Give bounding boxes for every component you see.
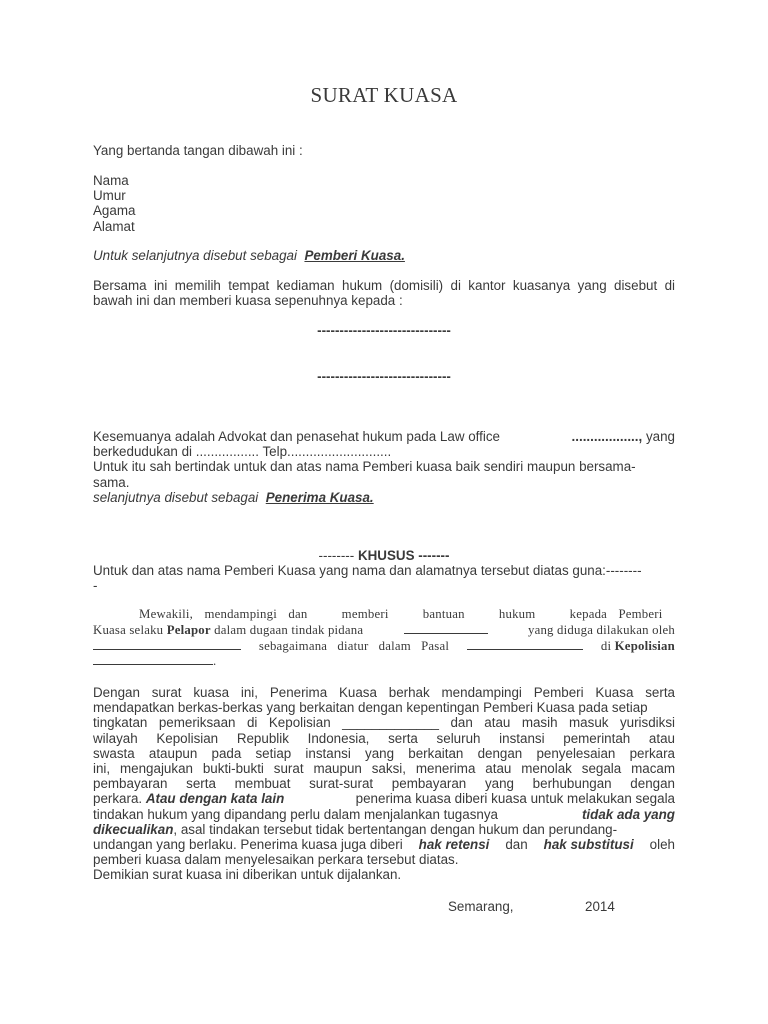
- pasal-blank: [467, 639, 583, 650]
- mewakili-line-4: [93, 654, 675, 670]
- mewakili-line-3: [93, 639, 675, 655]
- dan-text: dan: [505, 837, 528, 853]
- mewakili-line-1: [93, 607, 675, 623]
- signature-year: 2014: [585, 899, 615, 914]
- hak-substitusi: hak substitusi: [543, 837, 634, 853]
- khusus-dash-left: --------: [318, 548, 355, 563]
- untuk-paragraph: [93, 563, 675, 593]
- recipient-placeholder-1: ------------------------------: [317, 323, 451, 338]
- field-umur: Umur: [93, 188, 126, 204]
- dugaan-text: dalam dugaan tindak pidana: [214, 622, 364, 637]
- dikecualikan: dikecualikan: [93, 821, 174, 837]
- di-text: di: [600, 638, 612, 653]
- untuk-line-1: Untuk dan atas nama Pemberi Kuasa yang nama dan alamatnya tersebut diatas guna:--------: [93, 563, 642, 578]
- untuk-line-2: -: [93, 578, 98, 594]
- kuasa-selaku: Kuasa selaku: [93, 622, 164, 637]
- advokat-yang: yang: [645, 429, 675, 444]
- undangan-text: undangan yang berlaku. Penerima kuasa juga diberi: [93, 837, 403, 853]
- body-line-9: [93, 807, 675, 822]
- body-line-6: ini, mengajukan bukti-bukti surat maupun saksi, menerima atau menolak segala macam: [93, 761, 675, 777]
- atau-dengan-kata-lain: Atau dengan kata lain: [145, 791, 285, 807]
- body-line-3: tingkatan pemeriksaan di Kepolisian _____________ dan atau masih masuk yurisdiksi: [93, 715, 675, 731]
- domisili-paragraph: [93, 278, 675, 308]
- signature-place: Semarang,: [448, 899, 514, 914]
- domisili-line-1: Bersama ini memilih tempat kediaman hukum (domisili) di kantor kuasanya yang disebut di: [93, 278, 675, 293]
- khusus-label: KHUSUS: [357, 548, 415, 563]
- tindakan-text: tindakan hukum yang dipandang perlu dalam menjalankan tugasnya: [93, 806, 498, 822]
- advokat-paragraph: [93, 429, 675, 505]
- pelaku-blank: [93, 639, 241, 650]
- penerima-prefix: selanjutnya disebut sebagai: [93, 489, 259, 505]
- body-line-10: [93, 822, 675, 837]
- advokat-line-3: Untuk itu sah bertindak untuk dan atas nama Pemberi kuasa baik sendiri maupun bersama-: [93, 459, 636, 475]
- body-line-7: pembayaran serta membuat surat-surat pembayaran yang berhubungan dengan: [93, 776, 675, 792]
- kewenangan-paragraph: [93, 685, 675, 883]
- body-line-12: pemberi kuasa dalam menyelesaikan perkara tersebut diatas.: [93, 852, 459, 868]
- pelapor-label: Pelapor: [166, 622, 211, 637]
- advokat-line-2: berkedudukan di ................. Telp............................: [93, 444, 392, 460]
- document-title: SURAT KUASA: [310, 83, 458, 107]
- body-line-4: wilayah Kepolisian Republik Indonesia, serta seluruh instansi pemerintah atau: [93, 730, 675, 746]
- mewakili-line-2: [93, 623, 675, 639]
- intro-line: Yang bertanda tangan dibawah ini :: [93, 143, 303, 158]
- advokat-line-4: sama.: [93, 474, 130, 490]
- identity-fields: [93, 173, 675, 234]
- pemberi-kuasa-line: [93, 248, 675, 263]
- body-line-5: swasta ataupun pada setiap instansi yang berkaitan dengan penyelesaian perkara: [93, 745, 675, 761]
- oleh-text: oleh: [649, 837, 675, 853]
- recipient-placeholder-2: ------------------------------: [317, 369, 451, 384]
- hak-retensi: hak retensi: [418, 837, 490, 853]
- body-line-8: [93, 791, 675, 806]
- field-agama: Agama: [93, 203, 136, 219]
- body-line-13: Demikian surat kuasa ini diberikan untuk dijalankan.: [93, 867, 402, 883]
- segala-text: penerima kuasa diberi kuasa untuk melakukan segala: [355, 791, 675, 807]
- body-line-1: Dengan surat kuasa ini, Penerima Kuasa berhak mendampingi Pemberi Kuasa serta: [93, 685, 675, 700]
- field-nama: Nama: [93, 173, 129, 188]
- pasal-text: sebagaimana diatur dalam Pasal: [258, 638, 450, 653]
- body-line-11: [93, 837, 675, 852]
- field-alamat: Alamat: [93, 218, 135, 234]
- penerima-kuasa-line: [93, 490, 675, 505]
- khusus-heading: [93, 548, 675, 563]
- kepolisian-blank: [93, 654, 213, 665]
- body-line-2: mendapatkan berkas-berkas yang berkaitan dengan kepentingan Pemberi Kuasa pada setiap: [93, 700, 648, 716]
- pemberi-kuasa-label: Pemberi Kuasa.: [304, 248, 405, 263]
- law-office-dots: ..................,: [571, 429, 643, 444]
- perkara-text: perkara.: [93, 791, 143, 807]
- domisili-line-2: bawah ini dan memberi kuasa sepenuhnya kepada :: [93, 293, 403, 309]
- penerima-kuasa-label: Penerima Kuasa.: [265, 489, 374, 505]
- mewakili-paragraph: [93, 607, 675, 670]
- kepolisian-label: Kepolisian: [614, 638, 675, 653]
- mewakili-text: Mewakili, mendampingi dan memberi bantuan hukum kepada Pemberi: [139, 607, 663, 621]
- asal-text: , asal tindakan tersebut tidak bertentangan dengan hukum dan perundang-: [173, 821, 618, 837]
- pemberi-prefix: Untuk selanjutnya disebut sebagai: [93, 248, 297, 263]
- diduga-text: yang diduga dilakukan oleh: [527, 622, 675, 637]
- advokat-text: Kesemuanya adalah Advokat dan penasehat hukum pada Law office: [93, 429, 500, 444]
- mewakili-end: .: [213, 654, 217, 669]
- advokat-line-1: [93, 429, 675, 444]
- tindak-pidana-blank: [404, 623, 488, 634]
- khusus-dash-right: -------: [418, 548, 450, 563]
- tidak-ada-yang: tidak ada yang: [581, 806, 675, 822]
